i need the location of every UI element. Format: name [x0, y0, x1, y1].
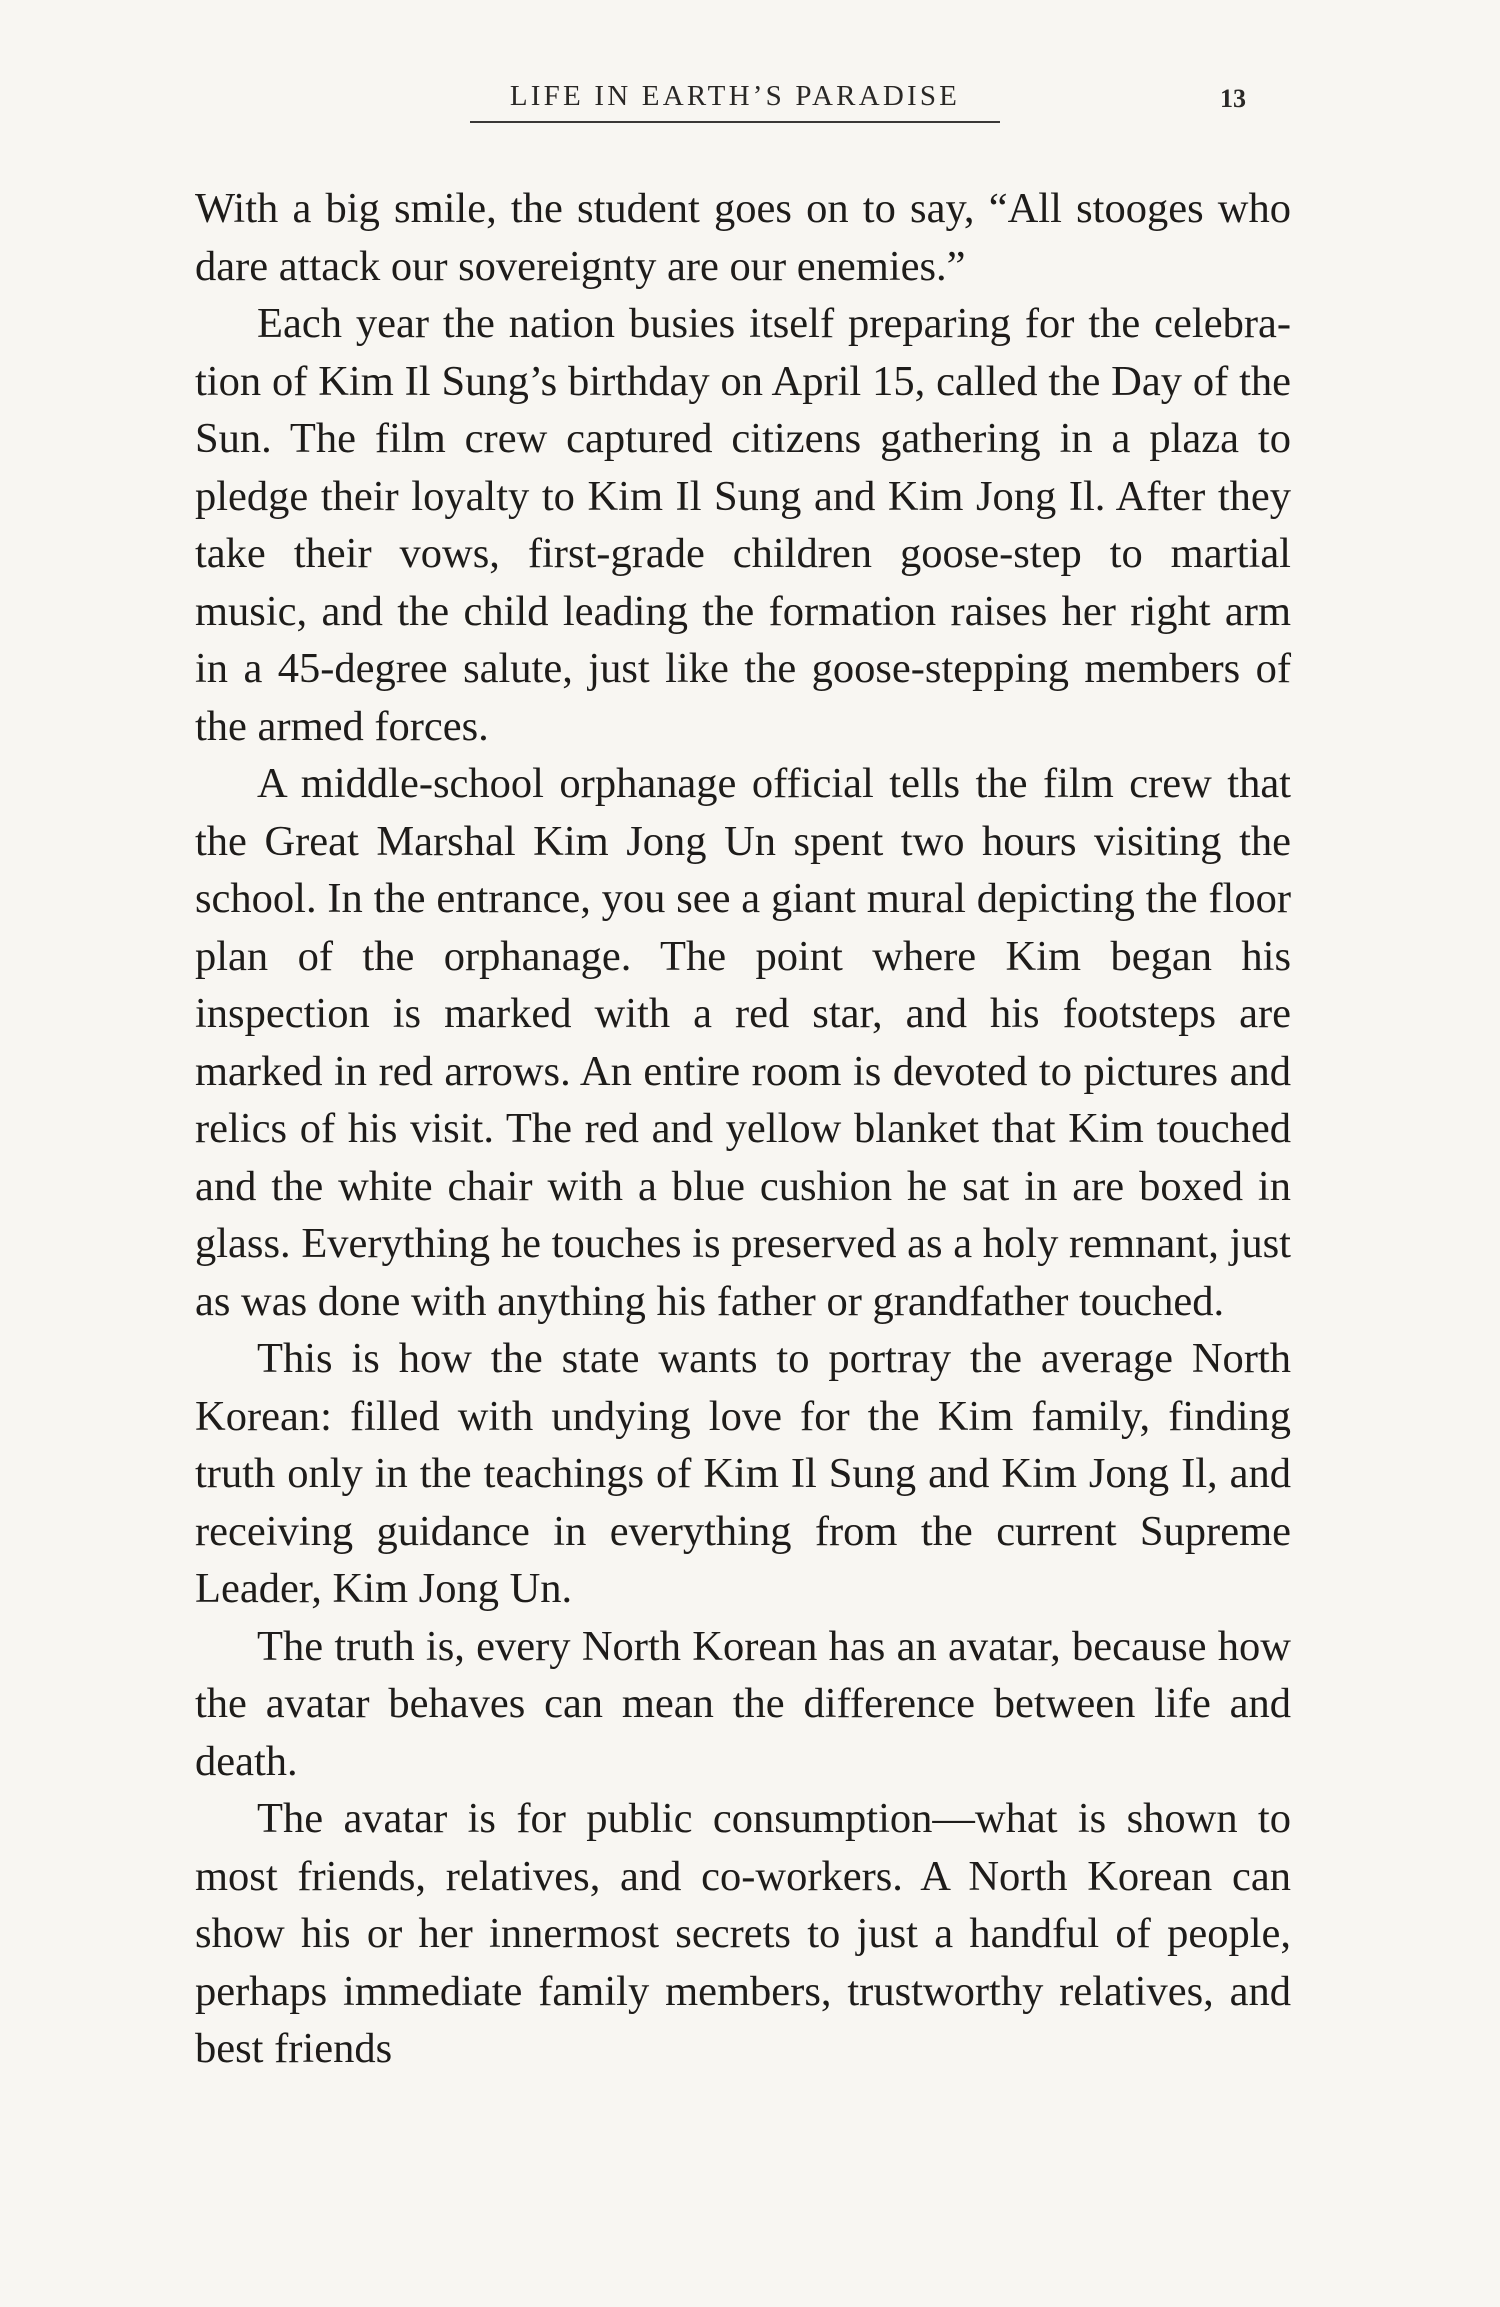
paragraph-1: With a big smile, the student goes on to say, “All stooges who dare attack our sovereignty are our enemies.”: [195, 185, 1291, 290]
running-title: LIFE IN EARTH’S PARADISE: [470, 80, 1000, 123]
paragraph-5: The truth is, every North Korean has an avatar, because how the avatar behaves can mean the difference between life and death.: [195, 1622, 1291, 1785]
paragraph-4: This is how the state wants to portray the average North Korean: filled with undying love for the Kim family, finding truth only in the teachings of Kim Il Sung and Kim Jong Il, and receiving guidance in everything from the current Supreme Leader, Kim Jong Un.: [195, 1335, 1291, 1612]
paragraph-6: The avatar is for public consumption—what is shown to most friends, relatives, and co-workers. A North Korean can show his or her innermost secrets to just a handful of people, perhaps immediate family members, trustworthy relatives, and best friends: [195, 1795, 1291, 2072]
paragraph-2: Each year the nation busies itself preparing for the celebration of Kim Il Sung’s birthday on April 15, called the Day of the Sun. The film crew captured citizens gathering in a plaza to pledge their loyalty to Kim Il Sung and Kim Jong Il. After they take their vows, first-grade children goose-step to martial music, and the child leading the formation raises her right arm in a 45-degree salute, just like the goose-stepping members of the armed forces.: [195, 300, 1291, 750]
paragraph-3: A middle-school orphanage official tells the film crew that the Great Marshal Kim Jong Un spent two hours visiting the school. In the entrance, you see a giant mural depicting the floor plan of the orphanage. The point where Kim began his inspection is marked with a red star, and his footsteps are marked in red arrows. An entire room is devoted to pictures and relics of his visit. The red and yellow blanket that Kim touched and the white chair with a blue cushion he sat in are boxed in glass. Everything he touches is preserved as a holy remnant, just as was done with anything his father or grandfather touched.: [195, 760, 1291, 1325]
body-text: [195, 180, 1291, 2078]
running-head: [0, 80, 1500, 130]
page-number: 13: [1220, 84, 1246, 113]
